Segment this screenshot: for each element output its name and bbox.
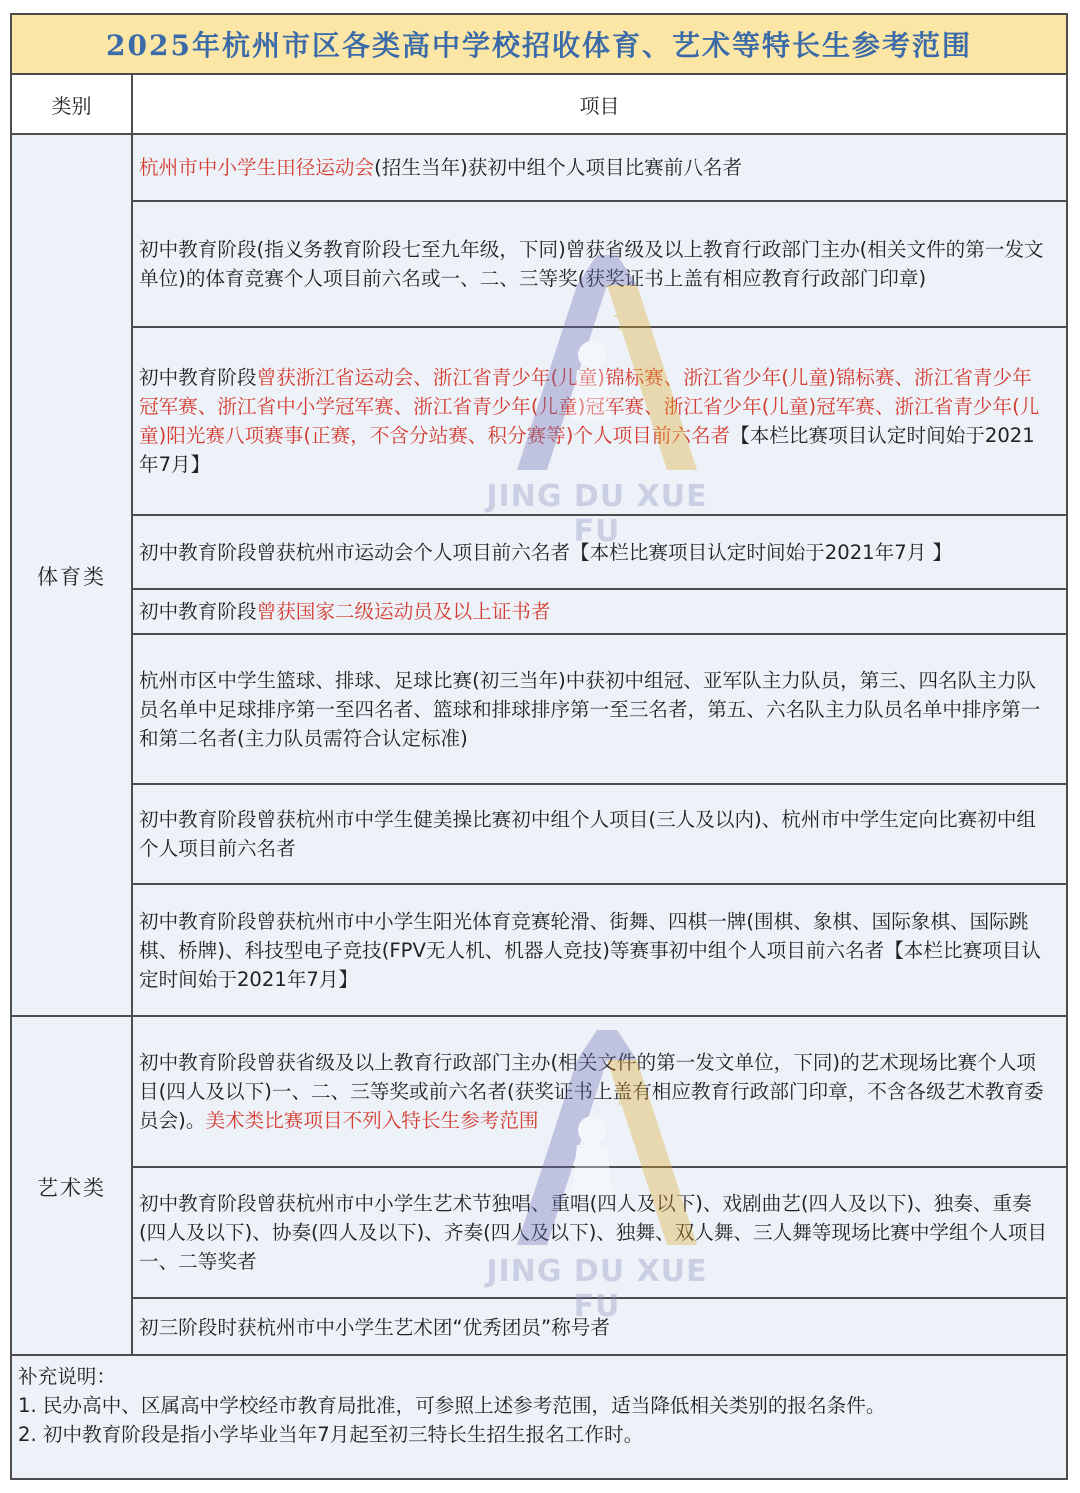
note-line: 2. 初中教育阶段是指小学毕业当年7月起至初三特长生招生报名工作时。 <box>18 1423 644 1446</box>
red-text: 曾获国家二级运动员及以上证书者 <box>256 600 551 623</box>
list-item <box>133 1299 1066 1356</box>
item-text: 初中教育阶段曾获杭州市中学生健美操比赛初中组个人项目(三人及以内)、杭州市中学生定向比赛初中组个人项目前六名者 <box>139 808 1037 860</box>
item-text: (招生当年)获初中组个人项目比赛前八名者 <box>374 156 743 179</box>
category-arts: 艺术类 <box>12 1017 133 1356</box>
item-text: 初中教育阶段 <box>139 600 257 623</box>
item-text: 初中教育阶段 <box>139 366 257 389</box>
page-title: 2025年杭州市区各类高中学校招收体育、艺术等特长生参考范围 <box>12 15 1066 75</box>
notes-heading: 补充说明： <box>18 1365 116 1388</box>
item-text: 初三阶段时获杭州市中小学生艺术团“优秀团员”称号者 <box>139 1316 610 1339</box>
list-item <box>133 202 1066 328</box>
category-sports: 体育类 <box>12 135 133 1017</box>
item-text: 初中教育阶段曾获杭州市中小学生阳光体育竞赛轮滑、街舞、四棋一牌(围棋、象棋、国际象棋、国际跳棋、桥牌)、科技型电子竞技(FPV无人机、机器人竞技)等赛事初中组个人项目前六名者【本栏比赛项目认定时间始于2021年7月】 <box>139 909 1041 991</box>
item-text: 杭州市区中学生篮球、排球、足球比赛(初三当年)中获初中组冠、亚军队主力队员，第三、四名队主力队员名单中足球排序第一至四名者、篮球和排球排序第一至三名者，第五、六名队主力队员名单中排序第一和第二名者(主力队员需符合认定标准) <box>139 668 1041 750</box>
item-text: 初中教育阶段(指义务教育阶段七至九年级，下同)曾获省级及以上教育行政部门主办(相关文件的第一发文单位)的体育竞赛个人项目前六名或一、二、三等奖(获奖证书上盖有相应教育行政部门印章) <box>139 238 1044 290</box>
red-text: 杭州市中小学生田径运动会 <box>139 156 375 179</box>
header-items: 项目 <box>579 93 620 118</box>
list-item <box>133 135 1066 202</box>
list-item <box>133 516 1066 590</box>
list-item <box>133 590 1066 635</box>
list-item <box>133 785 1066 885</box>
item-text: 初中教育阶段曾获杭州市运动会个人项目前六名者【本栏比赛项目认定时间始于2021年7月 】 <box>139 540 953 564</box>
table-header <box>12 75 1066 135</box>
note-line: 1. 民办高中、区属高中学校经市教育局批准，可参照上述参考范围，适当降低相关类别的报名条件。 <box>18 1394 886 1417</box>
red-text: 曾获浙江省运动会、浙江省青少年(儿童)锦标赛、浙江省少年(儿童)锦标赛、浙江省青少年冠军赛、浙江省中小学冠军赛、浙江省青少年(儿童)冠军赛、浙江省少年(儿童)冠军赛、浙江省青少年(儿童)阳光赛八项赛事(正赛，不含分站赛、积分赛等)个人项目前六名者 <box>139 366 1040 447</box>
list-item <box>133 885 1066 1017</box>
item-text: 初中教育阶段曾获省级及以上教育行政部门主办(相关文件的第一发文单位，下同)的艺术现场比赛个人项目(四人及以下)一、二、三等奖或前六名者(获奖证书上盖有相应教育行政部门印章，不含各级艺术教育委员会)。 <box>139 1051 1044 1132</box>
notes <box>12 1356 1066 1449</box>
red-text: 美术类比赛项目不列入特长生参考范围 <box>205 1109 539 1132</box>
list-item <box>133 1017 1066 1168</box>
list-item <box>133 1168 1066 1299</box>
item-text: 初中教育阶段曾获杭州市中小学生艺术节独唱、重唱(四人及以下)、戏剧曲艺(四人及以下)、独奏、重奏(四人及以下)、协奏(四人及以下)、齐奏(四人及以下)、独舞、双人舞、三人舞等现场比赛中学组个人项目一、二等奖者 <box>139 1192 1047 1273</box>
item-text: 【本栏比赛项目认定时间始于2021年7月】 <box>139 424 1035 476</box>
table-frame <box>10 13 1068 1480</box>
watermark-text: JING DU XUE FU <box>486 479 708 549</box>
watermark-text: JING DU XUE FU <box>486 1254 708 1324</box>
list-item <box>133 328 1066 516</box>
header-category: 类别 <box>12 75 133 133</box>
list-item <box>133 635 1066 785</box>
